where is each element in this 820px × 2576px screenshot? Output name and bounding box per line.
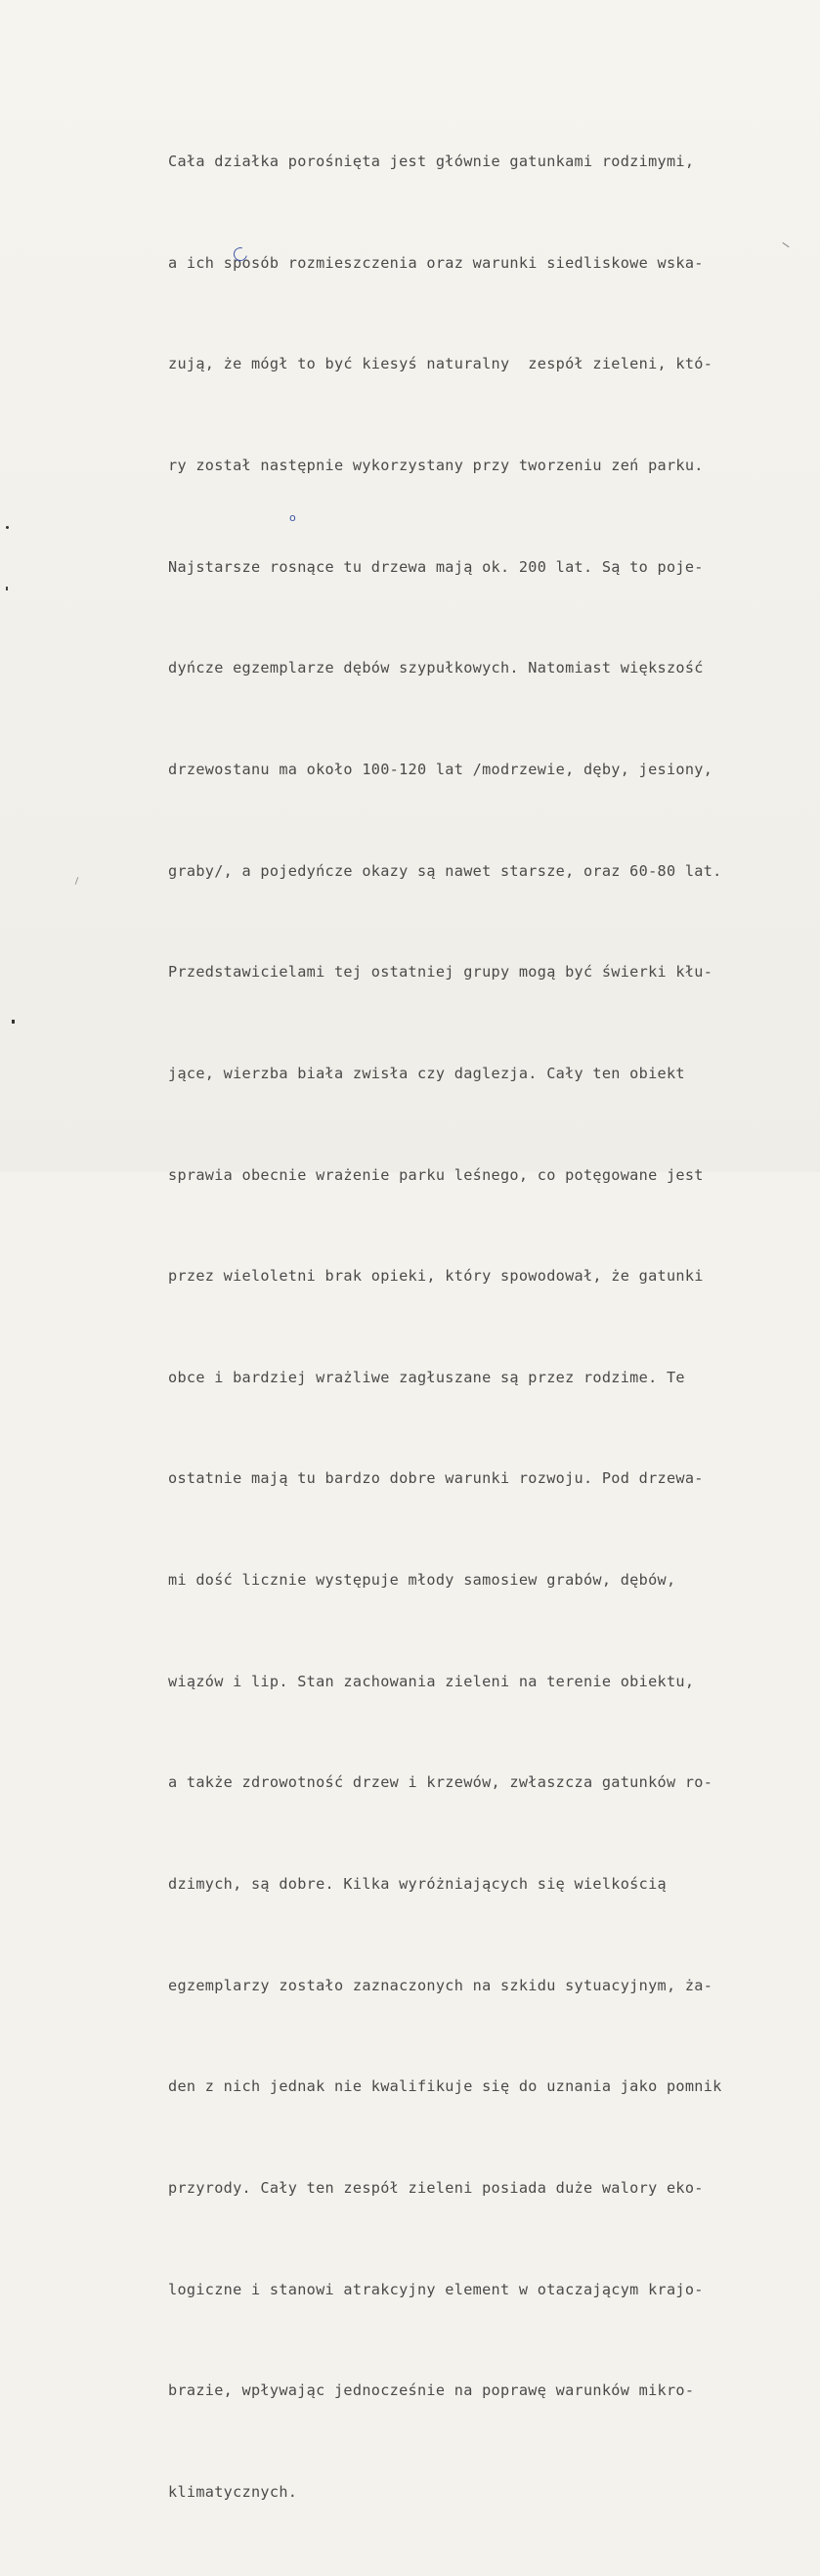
text-line: przyrody. Cały ten zespół zieleni posiada duże walory eko-: [168, 2178, 704, 2197]
text-line: ostatnie mają tu bardzo dobre warunki rozwoju. Pod drzewa-: [168, 1469, 704, 1488]
text-line: Cała działka porośnięta jest głównie gatunkami rodzimymi,: [168, 153, 695, 171]
text-line: Najstarsze rosnące tu drzewa mają ok. 200 lat. Są to poje-: [168, 557, 704, 576]
text-line: brazie, wpływając jednocześnie na poprawę warunków mikro-: [168, 2381, 695, 2400]
text-line: klimatycznych.: [168, 2482, 298, 2501]
text-line: a ich sposób rozmieszczenia oraz warunki siedliskowe wska-: [168, 253, 704, 272]
text-line: sprawia obecnie wrażenie parku leśnego, co potęgowane jest: [168, 1165, 704, 1184]
handwritten-correction-o: o: [289, 511, 296, 524]
text-line: dzimych, są dobre. Kilka wyróżniających się wielkością: [168, 1874, 667, 1893]
margin-speck: [12, 1020, 15, 1024]
margin-speck: [6, 526, 9, 529]
text-line: egzemplarzy zostało zaznaczonych na szkidu sytuacyjnym, ża-: [168, 1976, 713, 1994]
text-line: przez wieloletni brak opieki, który spowodował, że gatunki: [168, 1267, 704, 1286]
text-line: Przedstawicielami tej ostatniej grupy mogą być świerki kłu-: [168, 963, 713, 982]
text-line: logiczne i stanowi atrakcyjny element w otaczającym krajo-: [168, 2280, 704, 2298]
text-line: zują, że mógł to być kiesyś naturalny zespół zieleni, któ-: [168, 355, 713, 373]
text-line: mi dość licznie występuje młody samosiew grabów, dębów,: [168, 1571, 676, 1590]
text-line: dyńcze egzemplarze dębów szypułkowych. Natomiast większość: [168, 659, 704, 677]
text-line: obce i bardziej wrażliwe zagłuszane są przez rodzime. Te: [168, 1368, 685, 1386]
text-line: den z nich jednak nie kwalifikuje się do uznania jako pomnik: [168, 2077, 722, 2096]
typed-text-body: [168, 77, 794, 2576]
margin-speck: [6, 587, 8, 590]
text-line: wiązów i lip. Stan zachowania zieleni na terenie obiektu,: [168, 1672, 695, 1690]
text-line: ry został następnie wykorzystany przy tworzeniu zeń parku.: [168, 457, 704, 475]
margin-speck: [75, 877, 79, 885]
text-line: drzewostanu ma około 100-120 lat /modrzewie, dęby, jesiony,: [168, 760, 713, 778]
text-line: graby/, a pojedyńcze okazy są nawet starsze, oraz 60-80 lat.: [168, 861, 722, 880]
text-line: a także zdrowotność drzew i krzewów, zwłaszcza gatunków ro-: [168, 1773, 713, 1792]
text-line: jące, wierzba biała zwisła czy daglezja. Cały ten obiekt: [168, 1064, 685, 1082]
